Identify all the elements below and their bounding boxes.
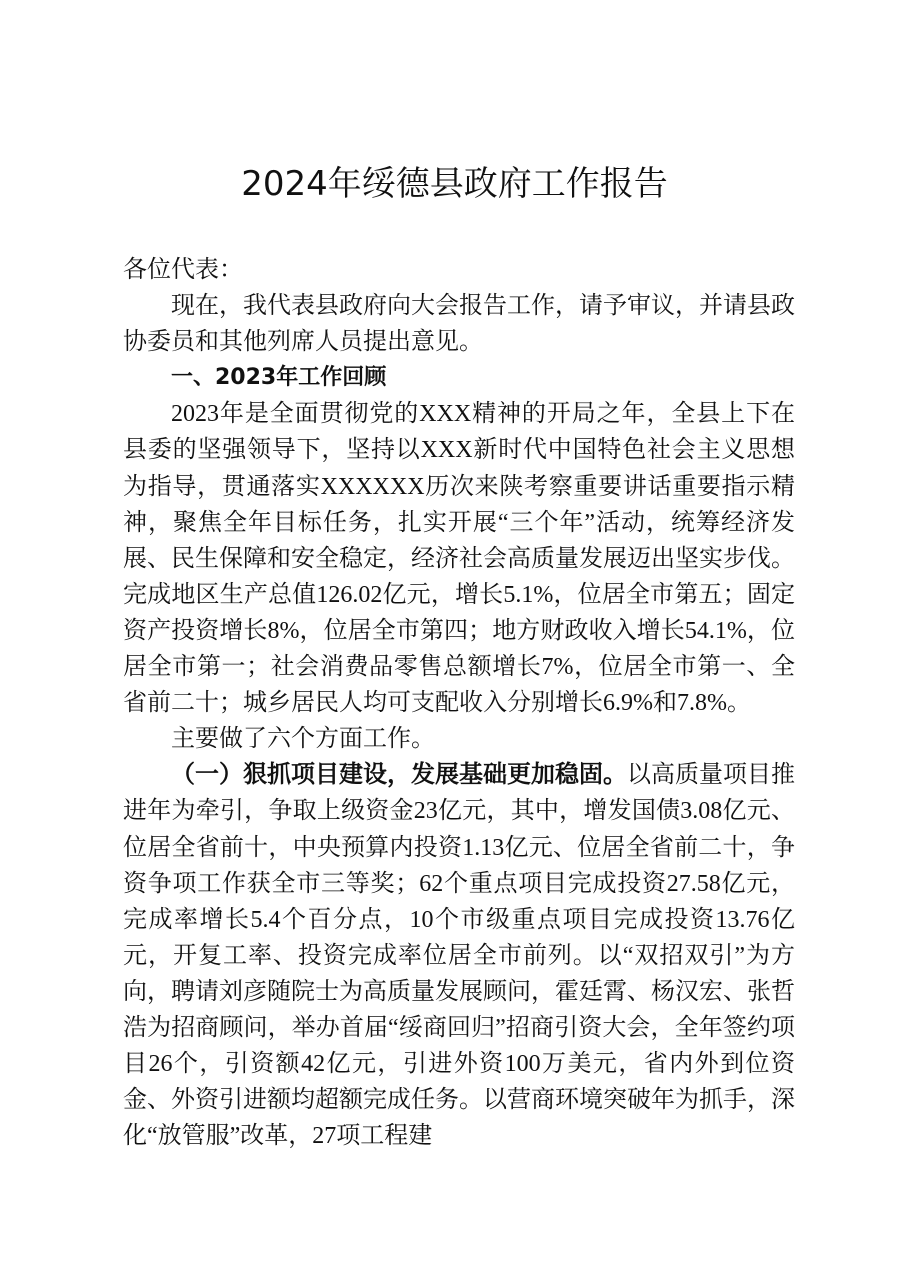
review-paragraph: 2023年是全面贯彻党的XXX精神的开局之年，全县上下在县委的坚强领导下，坚持以XXX新时代中国特色社会主义思想为指导，贯通落实XXXXXX历次来陕考察重要讲话重要指示精神，聚焦全年目标任务，扎实开展“三个年”活动，统筹经济发展、民生保障和安全稳定，经济社会高质量发展迈出坚实步伐。完成地区生产总值126.02亿元，增长5.1%，位居全市第五；固定资产投资增长8%，位居全市第四；地方财政收入增长54.1%，位居全市第一；社会消费品零售总额增长7%，位居全市第一、全省前二十；城乡居民人均可支配收入分别增长6.9%和7.8%。 [123, 401, 795, 717]
document-body [123, 252, 795, 1154]
project-paragraph [123, 757, 795, 1154]
section-heading: 一、2023年工作回顾 [171, 365, 387, 391]
salutation: 各位代表： [123, 257, 243, 283]
project-paragraph-text: 以高质量项目推进年为牵引，争取上级资金23亿元，其中，增发国债3.08亿元、位居全省前十，中央预算内投资1.13亿元、位居全省前二十，争资争项工作获全市三等奖；62个重点项目完成投资27.58亿元，完成率增长5.4个百分点，10个市级重点项目完成投资13.76亿元，开复工率、投资完成率位居全市前列。以“双招双引”为方向，聘请刘彦随院士为高质量发展顾问，霍廷霄、杨汉宏、张哲浩为招商顾问，举办首届“绥商回归”招商引资大会，全年签约项目26个，引资额42亿元，引进外资100万美元，省内外到位资金、外资引进额均超额完成任务。以营商环境突破年为抓手，深化“放管服”改革，27项工程建 [123, 762, 795, 1150]
intro-paragraph: 现在，我代表县政府向大会报告工作，请予审议，并请县政协委员和其他列席人员提出意见。 [123, 293, 795, 356]
document-title: 2024年绥德县政府工作报告 [241, 164, 668, 204]
subsection-heading: （一）狠抓项目建设，发展基础更加稳固。 [171, 762, 627, 789]
summary-paragraph: 主要做了六个方面工作。 [171, 726, 435, 753]
